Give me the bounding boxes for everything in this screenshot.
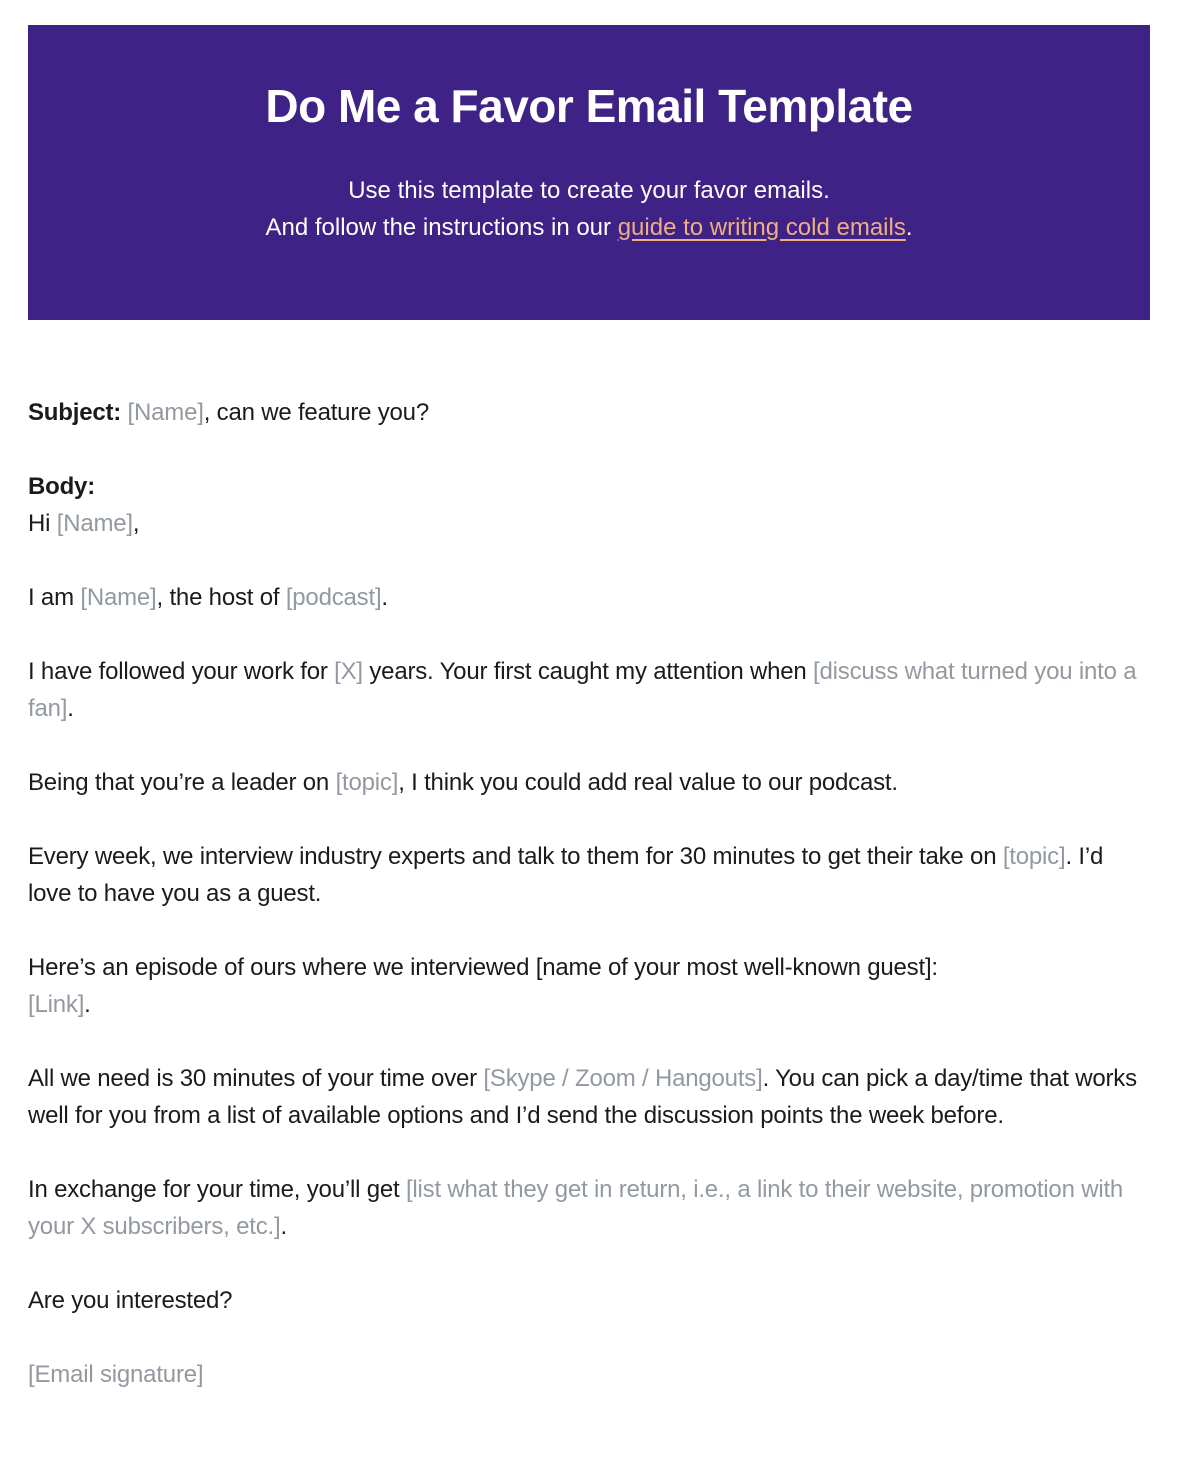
text-segment: I am [28,583,81,611]
subject-line [28,394,1150,431]
paragraph-time-needed [28,1060,1150,1134]
placeholder-text: [Email signature] [28,1360,204,1388]
paragraph-intro [28,579,1150,616]
text-segment: Every week, we interview industry experts and talk to them for 30 minutes to get their take on [28,842,1003,870]
text-segment: Are you interested? [28,1286,233,1314]
placeholder-text: [Skype / Zoom / Hangouts] [483,1064,763,1092]
header-banner [28,25,1150,320]
text-segment: . [280,1212,287,1240]
text-segment: , I think you could add real value to our podcast. [398,768,898,796]
paragraph-every-week [28,838,1150,912]
email-template-body [28,394,1150,1393]
cold-emails-guide-link[interactable]: guide to writing cold emails [617,213,906,241]
body-label [28,468,1150,505]
subtitle-line1: Use this template to create your favor emails. [348,176,830,204]
placeholder-text: [topic] [335,768,399,796]
placeholder-text: [podcast] [285,583,382,611]
text-segment: , the host of [156,583,286,611]
text-segment: . [84,990,91,1018]
placeholder-text: [Name] [80,583,157,611]
subtitle-line2-suffix: . [905,213,913,241]
paragraph-leader [28,764,1150,801]
text-segment: Being that you’re a leader on [28,768,336,796]
paragraph-followed-work [28,653,1150,727]
placeholder-text: [topic] [1002,842,1066,870]
text-segment: In exchange for your time, you’ll get [28,1175,406,1203]
page-title: Do Me a Favor Email Template [265,80,913,132]
placeholder-text: [discuss what turned you into a fan] [28,657,1137,722]
text-segment: . [67,694,74,722]
text-segment: , can we feature you? [203,398,429,426]
placeholder-text: [list what they get in return, i.e., a link to their website, promotion with your X subscribers, etc.] [28,1175,1124,1240]
placeholder-text: [Name] [56,509,133,537]
text-segment: years. Your first caught my attention when [362,657,814,685]
text-segment: . I’d love to have you as a guest. [28,842,1104,907]
paragraph-exchange [28,1171,1150,1245]
text-segment: . You can pick a day/time that works well for you from a list of available options and I’d send the discussion points the week before. [28,1064,1137,1129]
text-segment: All we need is 30 minutes of your time over [28,1064,484,1092]
placeholder-text: [Link] [28,990,85,1018]
paragraph-episode [28,949,1150,1023]
banner-subtitle [58,172,1120,246]
text-segment: I have followed your work for [28,657,335,685]
placeholder-text: [X] [334,657,363,685]
text-segment: Here’s an episode of ours where we interviewed [name of your most well-known guest]: [28,953,938,981]
greeting-line [28,505,1150,542]
page [0,25,1188,1459]
text-segment: Body: [28,472,95,500]
text-segment: Hi [28,509,57,537]
paragraph-interested [28,1282,1150,1319]
text-segment: , [132,509,140,537]
text-segment: . [381,583,388,611]
paragraph-email-signature [28,1356,1150,1393]
subtitle-line2-prefix: And follow the instructions in our [265,213,618,241]
text-segment: Subject: [28,398,122,426]
placeholder-text: [Name] [127,398,204,426]
